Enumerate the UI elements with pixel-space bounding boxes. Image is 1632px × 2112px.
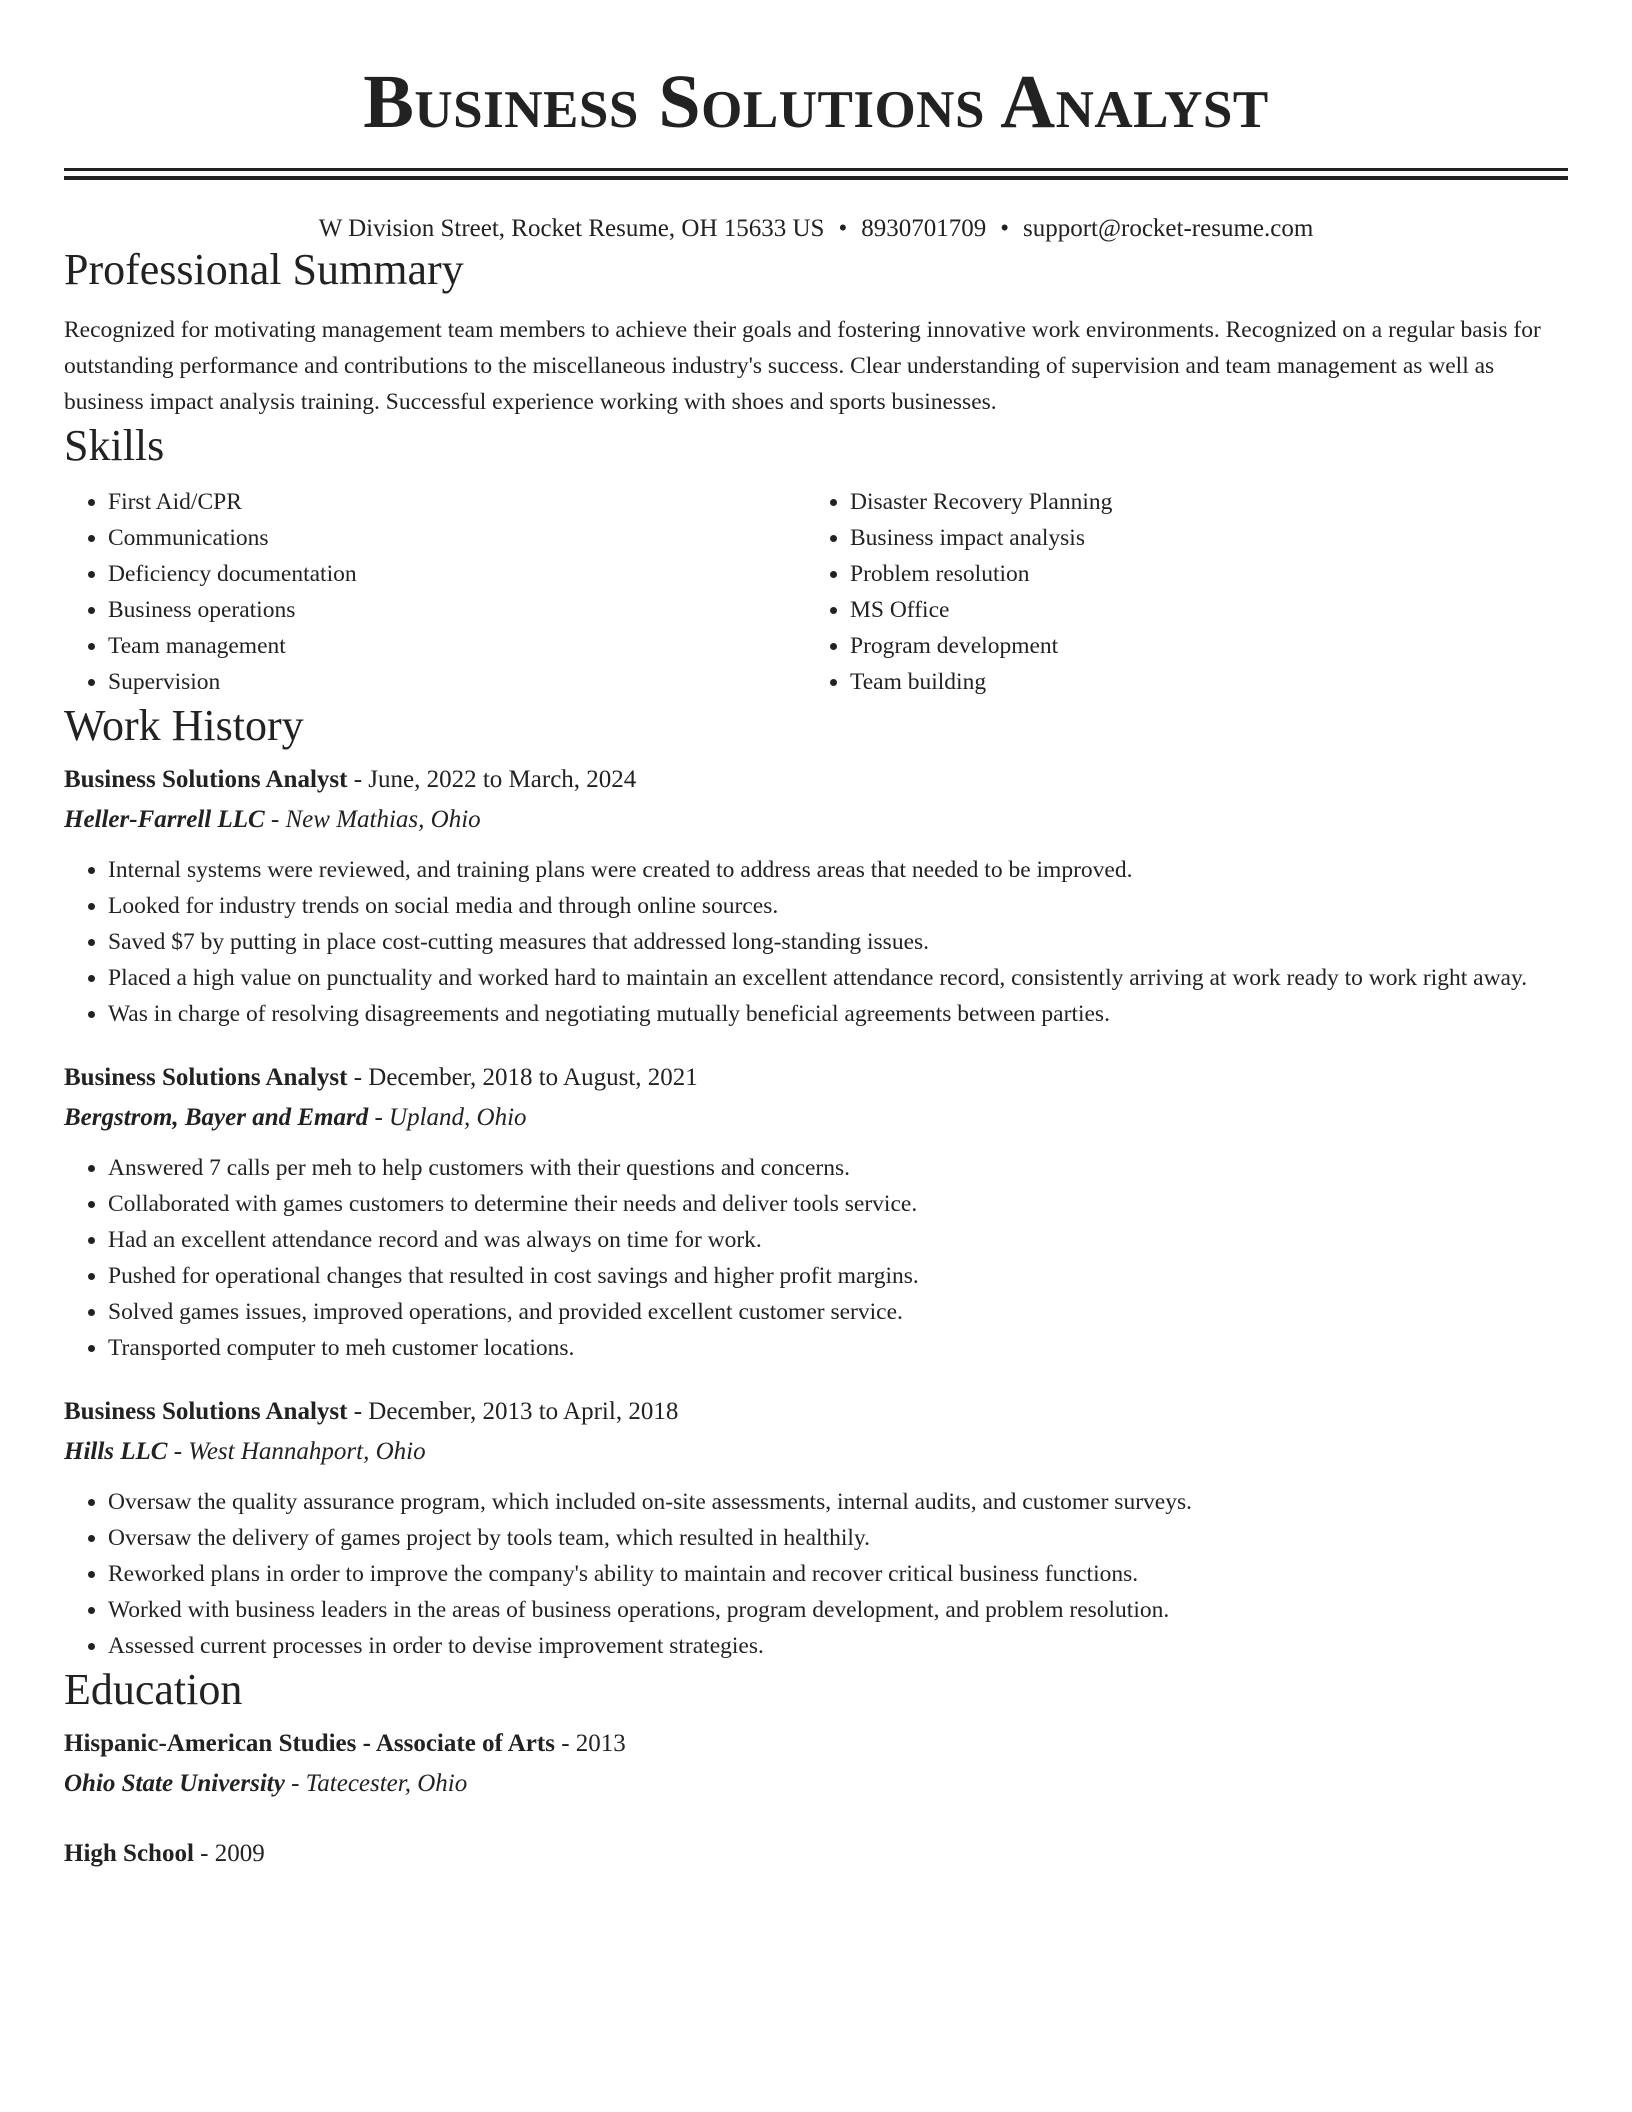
skill-item: • Supervision: [108, 664, 806, 700]
job-dates: - June, 2022 to March, 2024: [347, 766, 637, 793]
job-entry: [64, 1058, 1568, 1366]
job-title: Business Solutions Analyst: [64, 766, 348, 793]
job-dates: - December, 2018 to August, 2021: [347, 1064, 698, 1091]
job-company-line: [64, 1098, 1568, 1138]
summary-text: Recognized for motivating management team members to achieve their goals and fostering innovative work environments. Recognized on a regular basis for outstanding performance and contributions to the miscellaneous industry's success. Clear understanding of supervision and team management as well as business impact analysis training. Successful experience working with shoes and sports businesses.: [64, 317, 1541, 415]
job-duties: [64, 852, 1568, 1032]
skill-item: • Disaster Recovery Planning: [850, 484, 1548, 520]
duty-item: • Internal systems were reviewed, and training plans were created to address areas that needed to be improved.: [108, 852, 1568, 888]
job-title-line: [64, 760, 1568, 800]
skill-item: • Program development: [850, 628, 1548, 664]
skills-list: [64, 484, 1568, 700]
education-entry: [64, 1834, 1568, 1874]
skill-item: • MS Office: [850, 592, 1548, 628]
job-title: Business Solutions Analyst: [64, 1398, 348, 1425]
duty-item: • Assessed current processes in order to devise improvement strategies.: [108, 1628, 1568, 1664]
skill-item: • Problem resolution: [850, 556, 1548, 592]
duty-item: • Solved games issues, improved operations, and provided excellent customer service.: [108, 1294, 1568, 1330]
duty-item: • Transported computer to meh customer locations.: [108, 1330, 1568, 1366]
resume-title: Business Solutions Analyst: [363, 60, 1269, 144]
duty-item: • Reworked plans in order to improve the company's ability to maintain and recover critical business functions.: [108, 1556, 1568, 1592]
education-degree: High School: [64, 1840, 194, 1867]
duty-item: • Collaborated with games customers to determine their needs and deliver tools service.: [108, 1186, 1568, 1222]
contact-address: W Division Street, Rocket Resume, OH 15633 US: [318, 215, 825, 242]
job-location: - West Hannahport, Ohio: [167, 1438, 426, 1465]
skill-item: • Communications: [108, 520, 806, 556]
skill-item: • Business operations: [108, 592, 806, 628]
education-year: - 2009: [193, 1840, 265, 1867]
job-duties: [64, 1484, 1568, 1664]
duty-item: • Oversaw the delivery of games project by tools team, which resulted in healthily.: [108, 1520, 1568, 1556]
education-school-line: [64, 1764, 1568, 1804]
skill-item: • First Aid/CPR: [108, 484, 806, 520]
job-company-line: [64, 800, 1568, 840]
contact-separator: •: [1000, 215, 1009, 242]
duty-item: • Looked for industry trends on social media and through online sources.: [108, 888, 1568, 924]
skills-column-left: [64, 484, 806, 700]
education-location: - Tatecester, Ohio: [284, 1770, 468, 1797]
job-dates: - December, 2013 to April, 2018: [347, 1398, 679, 1425]
duty-item: • Pushed for operational changes that resulted in cost savings and higher profit margins.: [108, 1258, 1568, 1294]
education-degree-line: [64, 1724, 1568, 1764]
job-company: Hills LLC: [64, 1438, 168, 1465]
job-company: Heller-Farrell LLC: [64, 806, 265, 833]
job-title: Business Solutions Analyst: [64, 1064, 348, 1091]
job-company-line: [64, 1432, 1568, 1472]
job-entry: [64, 760, 1568, 1032]
education-degree-line: [64, 1834, 1568, 1874]
duty-item: • Worked with business leaders in the areas of business operations, program development, and problem resolution.: [108, 1592, 1568, 1628]
education-degree: Hispanic-American Studies - Associate of Arts: [64, 1730, 555, 1757]
job-company: Bergstrom, Bayer and Emard: [64, 1104, 369, 1131]
title-divider: [64, 168, 1568, 180]
skill-item: • Team building: [850, 664, 1548, 700]
skill-item: • Deficiency documentation: [108, 556, 806, 592]
duty-item: • Oversaw the quality assurance program, which included on-site assessments, internal audits, and customer surveys.: [108, 1484, 1568, 1520]
work-history-heading: Work History: [64, 701, 304, 750]
summary-heading: Professional Summary: [64, 245, 464, 294]
skill-item: • Team management: [108, 628, 806, 664]
contact-phone: 8930701709: [861, 215, 987, 242]
contact-email: support@rocket-resume.com: [1022, 215, 1314, 242]
duty-item: • Had an excellent attendance record and was always on time for work.: [108, 1222, 1568, 1258]
skill-item: • Business impact analysis: [850, 520, 1548, 556]
contact-line: [64, 214, 1568, 244]
duty-item: • Placed a high value on punctuality and worked hard to maintain an excellent attendance record, consistently arriving at work ready to work right away.: [108, 960, 1568, 996]
duty-item: • Was in charge of resolving disagreements and negotiating mutually beneficial agreements between parties.: [108, 996, 1568, 1032]
education-entry: [64, 1724, 1568, 1804]
job-location: - New Mathias, Ohio: [264, 806, 481, 833]
skills-heading: Skills: [64, 421, 165, 470]
skills-column-right: [806, 484, 1548, 700]
education-year: - 2013: [554, 1730, 626, 1757]
job-duties: [64, 1150, 1568, 1366]
education-heading: Education: [64, 1665, 243, 1714]
contact-separator: •: [838, 215, 848, 242]
education-school: Ohio State University: [64, 1770, 285, 1797]
job-title-line: [64, 1392, 1568, 1432]
duty-item: • Answered 7 calls per meh to help customers with their questions and concerns.: [108, 1150, 1568, 1186]
job-location: - Upland, Ohio: [368, 1104, 527, 1131]
duty-item: • Saved $7 by putting in place cost-cutting measures that addressed long-standing issues.: [108, 924, 1568, 960]
job-title-line: [64, 1058, 1568, 1098]
job-entry: [64, 1392, 1568, 1664]
